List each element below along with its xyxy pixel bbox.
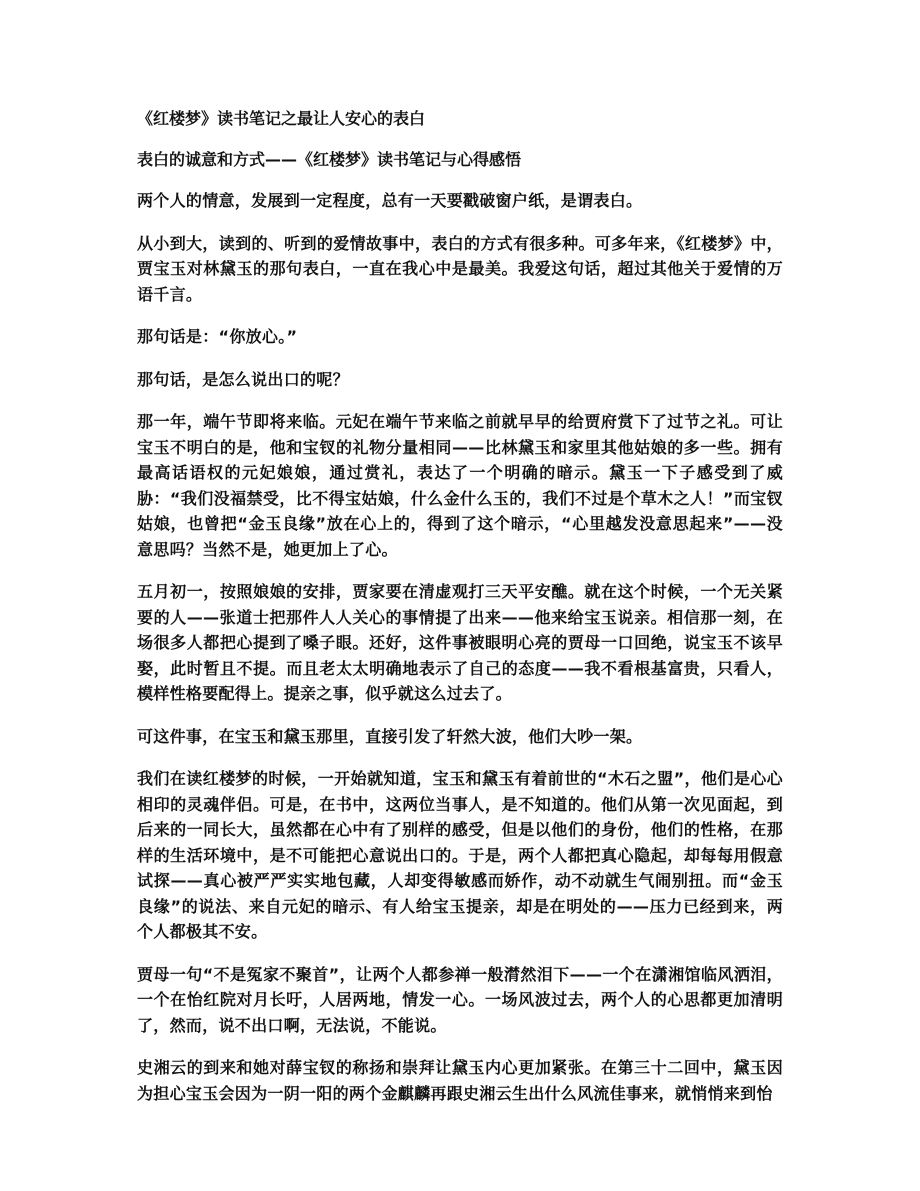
paragraph: 那句话是：“你放心。” bbox=[137, 327, 298, 346]
paragraph: 那句话，是怎么说出口的呢？ bbox=[137, 369, 349, 389]
paragraph: 从小到大，读到的、听到的爱情故事中，表白的方式有很多种。可多年来，《红楼梦》中，贾宝玉对林黛玉的那句表白，一直在我心中是最美。我爱这句话，超过其他关于爱情的万语千言。 bbox=[137, 233, 783, 304]
document-title: 《红楼梦》读书笔记之最让人安心的表白 bbox=[137, 109, 426, 128]
paragraph: 那一年，端午节即将来临。元妃在端午节来临之前就早早的给贾府赏下了过节之礼。可让宝玉不明白的是，他和宝钗的礼物分量相同——比林黛玉和家里其他姑娘的多一些。拥有最高话语权的元妃娘娘，通过赏礼，表达了一个明确的暗示。黛玉一下子感受到了威胁：“我们没福禁受，比不得宝姑娘，什么金什么玉的，我们不过是个草木之人！”而宝钗姑娘，也曾把“金玉良缘”放在心上的，得到了这个暗示，“心里越发没意思起来”——没意思吗？当然不是，她更加上了心。 bbox=[137, 412, 783, 559]
paragraph: 史湘云的到来和她对薛宝钗的称扬和崇拜让黛玉内心更加紧张。在第三十二回中，黛玉因为担心宝玉会因为一阴一阳的两个金麒麟再跟史湘云生出什么风流佳事来，就悄悄来到怡 bbox=[137, 1058, 783, 1103]
paragraph: 可这件事，在宝玉和黛玉那里，直接引发了轩然大波，他们大吵一架。 bbox=[137, 726, 643, 746]
paragraph: 贾母一句“不是冤家不聚首”，让两个人都参禅一般潸然泪下——一个在潇湘馆临风洒泪，一个在怡红院对月长吁，人居两地，情发一心。一场风波过去，两个人的心思都更加清明了，然而，说不出口啊，无法说，不能说。 bbox=[137, 964, 783, 1035]
paragraph: 五月初一，按照娘娘的安排，贾家要在清虚观打三天平安醮。就在这个时候，一个无关紧要的人——张道士把那件人人关心的事情提了出来——他来给宝玉说亲。相信那一刻，在场很多人都把心提到了嗓子眼。还好，这件事被眼明心亮的贾母一口回绝，说宝玉不该早娶，此时暂且不提。而且老太太明确地表示了自己的态度——我不看根基富贵，只看人，模样性格要配得上。提亲之事，似乎就这么过去了。 bbox=[137, 582, 783, 703]
paragraph: 我们在读红楼梦的时候，一开始就知道，宝玉和黛玉有着前世的“木石之盟”，他们是心心相印的灵魂伴侣。可是，在书中，这两位当事人，是不知道的。他们从第一次见面起，到后来的一同长大，虽然都在心中有了别样的感受，但是以他们的身份，他们的性格，在那样的生活环境中，是不可能把心意说出口的。于是，两个人都把真心隐起，却每每用假意试探——真心被严严实实地包藏，人却变得敏感而娇作，动不动就生气闹别扭。而“金玉良缘”的说法、来自元妃的暗示、有人给宝玉提亲，却是在明处的——压力已经到来，两个人都极其不安。 bbox=[137, 769, 783, 941]
document-subtitle: 表白的诚意和方式——《红楼梦》读书笔记与心得感悟 bbox=[137, 150, 522, 169]
document-page bbox=[137, 106, 783, 1123]
paragraph: 两个人的情意，发展到一定程度，总有一天要戳破窗户纸，是谓表白。 bbox=[137, 191, 643, 210]
